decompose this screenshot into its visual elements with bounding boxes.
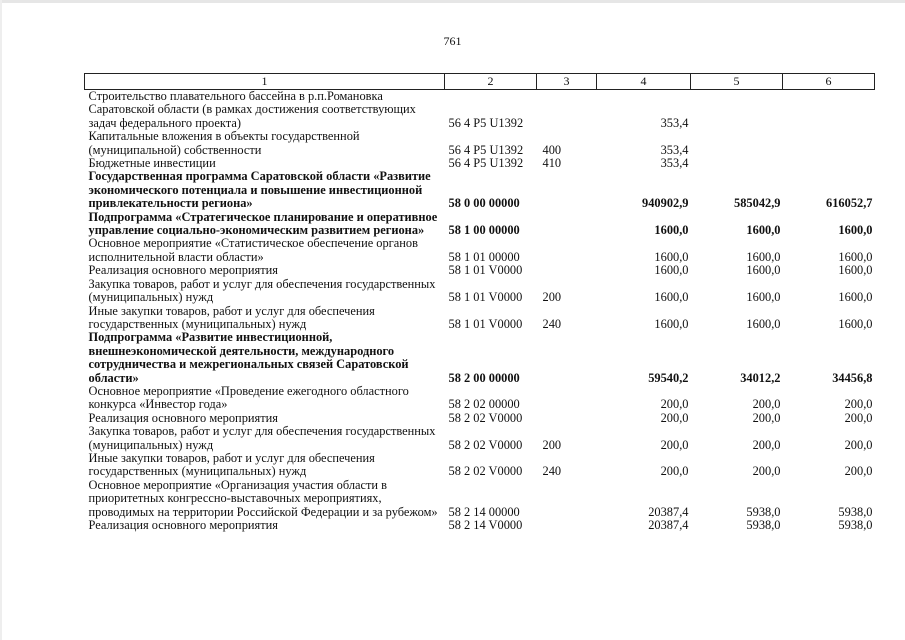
row-code: 56 4 P5 U1392 xyxy=(448,115,524,130)
row-amount-col6: 200,0 xyxy=(844,397,873,412)
row-amount-col5 xyxy=(691,90,783,131)
row-amount-col6: 5938,0 xyxy=(838,518,873,532)
table-row xyxy=(85,211,875,238)
row-amount-col5: 1600,0 xyxy=(746,223,781,238)
row-amount-col5: 5938,0 xyxy=(746,504,781,519)
row-expense-type xyxy=(537,170,597,210)
scan-edge-left xyxy=(0,0,2,640)
table-row xyxy=(85,130,875,157)
table-row xyxy=(85,90,875,131)
row-code: 58 2 02 V0000 xyxy=(448,437,523,452)
row-amount-col6 xyxy=(783,90,875,131)
row-amount-col4: 1600,0 xyxy=(654,223,689,238)
row-code: 58 2 00 00000 xyxy=(448,370,520,385)
row-code: 58 2 14 V0000 xyxy=(448,518,523,532)
row-amount-col6: 200,0 xyxy=(844,464,873,479)
row-code: 58 2 02 V0000 xyxy=(448,410,523,425)
row-amount-col4: 20387,4 xyxy=(648,504,689,519)
row-description: Подпрограмма «Стратегическое планирование и оперативное управление социально-экономическим развитием региона» xyxy=(88,209,438,238)
row-amount-col5: 1600,0 xyxy=(746,249,781,264)
row-code: 58 1 01 V0000 xyxy=(448,263,523,278)
row-amount-col4: 353,4 xyxy=(660,142,689,157)
row-description: Закупка товаров, работ и услуг для обеспечения государственных (муниципальных) нужд xyxy=(88,276,436,305)
row-expense-type xyxy=(537,331,597,385)
table-row xyxy=(85,412,875,425)
row-amount-col6: 34456,8 xyxy=(832,370,873,385)
page-number: 761 xyxy=(443,34,462,48)
row-description: Закупка товаров, работ и услуг для обеспечения государственных (муниципальных) нужд xyxy=(88,424,436,452)
header-col-2: 2 xyxy=(445,74,537,90)
table-row xyxy=(85,237,875,264)
row-amount-col5: 200,0 xyxy=(752,397,781,412)
header-col-6: 6 xyxy=(783,74,875,90)
scan-edge-top xyxy=(0,0,905,3)
row-expense-type: 240 xyxy=(542,316,562,331)
budget-table xyxy=(84,73,875,532)
row-amount-col5 xyxy=(691,130,783,157)
row-amount-col4: 1600,0 xyxy=(654,316,689,331)
row-expense-type: 410 xyxy=(542,156,562,171)
row-expense-type xyxy=(537,385,597,412)
row-code: 56 4 P5 U1392 xyxy=(448,156,524,171)
table-row xyxy=(85,479,875,519)
row-amount-col4: 1600,0 xyxy=(654,249,689,264)
table-row xyxy=(85,385,875,412)
row-amount-col6: 5938,0 xyxy=(838,504,873,519)
header-col-5: 5 xyxy=(691,74,783,90)
row-amount-col5: 1600,0 xyxy=(746,290,781,305)
header-col-1: 1 xyxy=(85,74,445,90)
row-expense-type xyxy=(537,211,597,238)
row-amount-col4: 200,0 xyxy=(660,437,689,452)
row-code: 58 2 02 V0000 xyxy=(448,464,523,479)
row-amount-col4: 20387,4 xyxy=(648,518,689,532)
table-row xyxy=(85,170,875,210)
row-amount-col4: 353,4 xyxy=(660,115,689,130)
row-expense-type: 200 xyxy=(542,290,562,305)
row-amount-col4: 940902,9 xyxy=(642,196,689,211)
row-amount-col4: 353,4 xyxy=(660,156,689,171)
row-amount-col6: 200,0 xyxy=(844,437,873,452)
row-description: Реализация основного мероприятия xyxy=(88,263,278,278)
row-code: 58 0 00 00000 xyxy=(448,196,520,211)
header-row xyxy=(85,74,875,90)
row-amount-col4: 1600,0 xyxy=(654,290,689,305)
row-amount-col5: 200,0 xyxy=(752,410,781,425)
row-description: Капитальные вложения в объекты государственной (муниципальной) собственности xyxy=(88,129,360,157)
row-amount-col6: 616052,7 xyxy=(826,196,873,211)
row-amount-col6: 1600,0 xyxy=(838,290,873,305)
row-amount-col6: 1600,0 xyxy=(838,263,873,278)
row-expense-type xyxy=(537,237,597,264)
row-amount-col6: 1600,0 xyxy=(838,223,873,238)
row-code: 58 1 01 V0000 xyxy=(448,316,523,331)
row-amount-col5: 200,0 xyxy=(752,437,781,452)
table-row xyxy=(85,278,875,305)
row-amount-col6: 200,0 xyxy=(844,410,873,425)
row-code: 56 4 P5 U1392 xyxy=(448,142,524,157)
row-amount-col4: 59540,2 xyxy=(648,370,689,385)
row-code: 58 1 00 00000 xyxy=(448,223,520,238)
table-row xyxy=(85,452,875,479)
row-description: Реализация основного мероприятия xyxy=(88,410,278,425)
row-description: Основное мероприятие «Статистическое обеспечение органов исполнительной власти области» xyxy=(88,236,418,264)
row-expense-type: 400 xyxy=(542,142,562,157)
table-row xyxy=(85,157,875,170)
row-amount-col5: 200,0 xyxy=(752,464,781,479)
row-description: Государственная программа Саратовской области «Развитие экономического потенциала и повышение инвестиционной привлекательности региона» xyxy=(88,169,431,211)
table-row xyxy=(85,519,875,532)
row-description: Реализация основного мероприятия xyxy=(88,518,278,532)
row-amount-col6: 1600,0 xyxy=(838,316,873,331)
row-amount-col4: 200,0 xyxy=(660,410,689,425)
table-row xyxy=(85,425,875,452)
header-col-4: 4 xyxy=(597,74,691,90)
table-row xyxy=(85,264,875,277)
row-code: 58 1 01 V0000 xyxy=(448,290,523,305)
row-amount-col5: 34012,2 xyxy=(740,370,781,385)
row-expense-type xyxy=(537,519,597,532)
row-expense-type xyxy=(537,479,597,519)
table-row xyxy=(85,331,875,385)
row-code: 58 2 02 00000 xyxy=(448,397,520,412)
row-code: 58 2 14 00000 xyxy=(448,504,520,519)
header-col-3: 3 xyxy=(537,74,597,90)
row-amount-col5: 1600,0 xyxy=(746,263,781,278)
row-amount-col5: 585042,9 xyxy=(734,196,781,211)
row-amount-col5: 5938,0 xyxy=(746,518,781,532)
row-description: Основное мероприятие «Проведение ежегодного областного конкурса «Инвестор года» xyxy=(88,383,409,412)
row-description: Подпрограмма «Развитие инвестиционной, внешнеэкономической деятельности, международного сотрудничества и межрегиональных связей Саратовской области» xyxy=(88,330,409,385)
row-description: Иные закупки товаров, работ и услуг для обеспечения государственных (муниципальных) нужд xyxy=(88,450,375,479)
row-expense-type: 200 xyxy=(542,437,562,452)
row-amount-col4: 200,0 xyxy=(660,464,689,479)
row-code: 58 1 01 00000 xyxy=(448,249,520,264)
row-expense-type: 240 xyxy=(542,464,562,479)
row-amount-col6 xyxy=(783,157,875,170)
row-expense-type xyxy=(537,412,597,425)
row-amount-col4: 1600,0 xyxy=(654,263,689,278)
row-amount-col4: 200,0 xyxy=(660,397,689,412)
row-expense-type xyxy=(537,264,597,277)
row-amount-col6 xyxy=(783,130,875,157)
row-description: Иные закупки товаров, работ и услуг для обеспечения государственных (муниципальных) нужд xyxy=(88,303,375,331)
row-amount-col5: 1600,0 xyxy=(746,316,781,331)
row-description: Основное мероприятие «Организация участия области в приоритетных конгрессно-выставочных мероприятиях, проводимых на территории Российской Федерации и за рубежом» xyxy=(88,477,438,519)
row-description: Строительство плавательного бассейна в р.п.Романовка Саратовской области (в рамках достижения соответствующих задач федерального проекта) xyxy=(88,89,416,130)
row-amount-col6: 1600,0 xyxy=(838,249,873,264)
row-amount-col5 xyxy=(691,157,783,170)
row-expense-type xyxy=(537,90,597,131)
table-row xyxy=(85,305,875,332)
table-body xyxy=(85,90,875,533)
row-description: Бюджетные инвестиции xyxy=(88,156,216,171)
